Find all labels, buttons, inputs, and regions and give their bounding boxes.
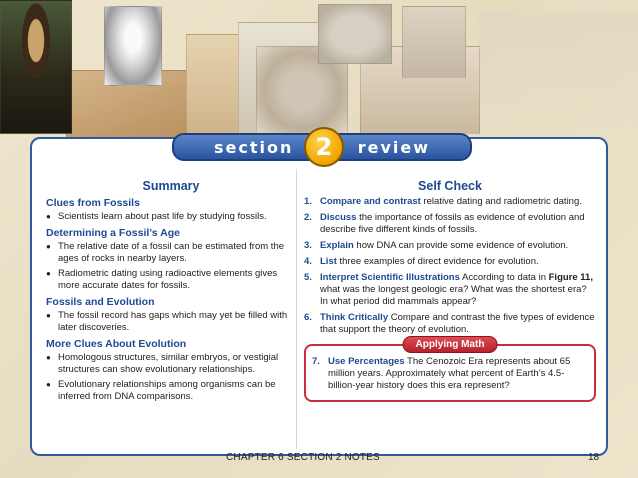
question-text: three examples of direct evidence for evolution.: [336, 256, 539, 267]
question-text: what was the longest geologic era? What was the shortest era? In what period did mammals appear?: [320, 284, 587, 307]
question-number: 6.: [304, 312, 312, 323]
self-check-question: [304, 312, 596, 336]
summary-bullet: ● Homologous structures, similar embryos, or vestigial structures can show evolutionary relationships.: [46, 352, 296, 376]
question-number: 4.: [304, 256, 312, 267]
summary-bullet: ● The fossil record has gaps which may yet be filled with later discoveries.: [46, 310, 296, 334]
question-number: 2.: [304, 212, 312, 223]
question-lead: List: [320, 256, 337, 267]
summary-heading: Fossils and Evolution: [46, 296, 155, 308]
question-lead: Interpret Scientific Illustrations: [320, 272, 460, 283]
column-divider: [296, 169, 297, 449]
header-review-label: review: [357, 138, 430, 157]
summary-heading: More Clues About Evolution: [46, 338, 187, 350]
figure-reference: Figure 11,: [548, 272, 593, 283]
self-check-column: [304, 179, 596, 402]
question-text: Compare and contrast the five types of evidence that support the theory of evolution.: [320, 312, 595, 335]
footer-page-number: 18: [588, 452, 600, 463]
decorative-image-banner: [0, 0, 638, 140]
brain-sketch-image: [318, 4, 392, 64]
question-lead: Explain: [320, 240, 354, 251]
arm-sketch-image: [402, 6, 466, 78]
summary-heading: Determining a Fossil’s Age: [46, 227, 181, 239]
section-number-badge: 2: [304, 127, 344, 167]
self-check-question: [304, 256, 596, 268]
footer-chapter-label: CHAPTER 6 SECTION 2 NOTES: [226, 452, 380, 463]
question-text: According to data in: [459, 272, 549, 283]
self-check-title: Self Check: [418, 179, 482, 193]
question-number: 5.: [304, 272, 312, 283]
section-review-header: [172, 133, 472, 161]
question-lead: Use Percentages: [328, 356, 405, 367]
summary-heading: Clues from Fossils: [46, 197, 140, 209]
summary-bullet: ● Evolutionary relationships among organisms can be inferred from DNA comparisons.: [46, 379, 296, 403]
header-section-label: section: [214, 138, 294, 157]
question-lead: Think Critically: [320, 312, 389, 323]
summary-bullet: ● Scientists learn about past life by studying fossils.: [46, 211, 296, 223]
self-check-question: [304, 272, 596, 308]
math-question: [312, 356, 588, 392]
question-number: 1.: [304, 196, 312, 207]
question-text: relative dating and radiometric dating.: [420, 196, 582, 207]
question-text: The Cenozoic Era represents about 65 million years. Approximately what percent of Earth’s 4.5-billion-year history does this era represent?: [328, 356, 571, 391]
question-text: the importance of fossils as evidence of evolution and describe five different kinds of fossils.: [320, 212, 585, 235]
summary-title: Summary: [142, 179, 200, 193]
question-lead: Discuss: [320, 212, 357, 223]
vitruvian-man-image: [186, 34, 246, 134]
da-vinci-portrait-image: [104, 6, 162, 86]
applying-math-title: Applying Math: [403, 336, 498, 353]
question-number: 7.: [312, 356, 320, 367]
applying-math-box: [304, 339, 596, 402]
mona-lisa-image: [0, 0, 72, 134]
question-lead: Compare and contrast: [320, 196, 421, 207]
section-review-panel: [30, 133, 608, 456]
self-check-question: [304, 240, 596, 252]
faded-sketch-image: [478, 10, 638, 130]
question-text: how DNA can provide some evidence of evolution.: [353, 240, 569, 251]
summary-bullet: ● Radiometric dating using radioactive elements gives more accurate dates for fossils.: [46, 268, 296, 292]
question-number: 3.: [304, 240, 312, 251]
summary-bullet: ● The relative date of a fossil can be estimated from the ages of rocks in nearby layers.: [46, 241, 296, 265]
self-check-question: [304, 196, 596, 208]
summary-column: [46, 179, 296, 406]
self-check-question: [304, 212, 596, 236]
